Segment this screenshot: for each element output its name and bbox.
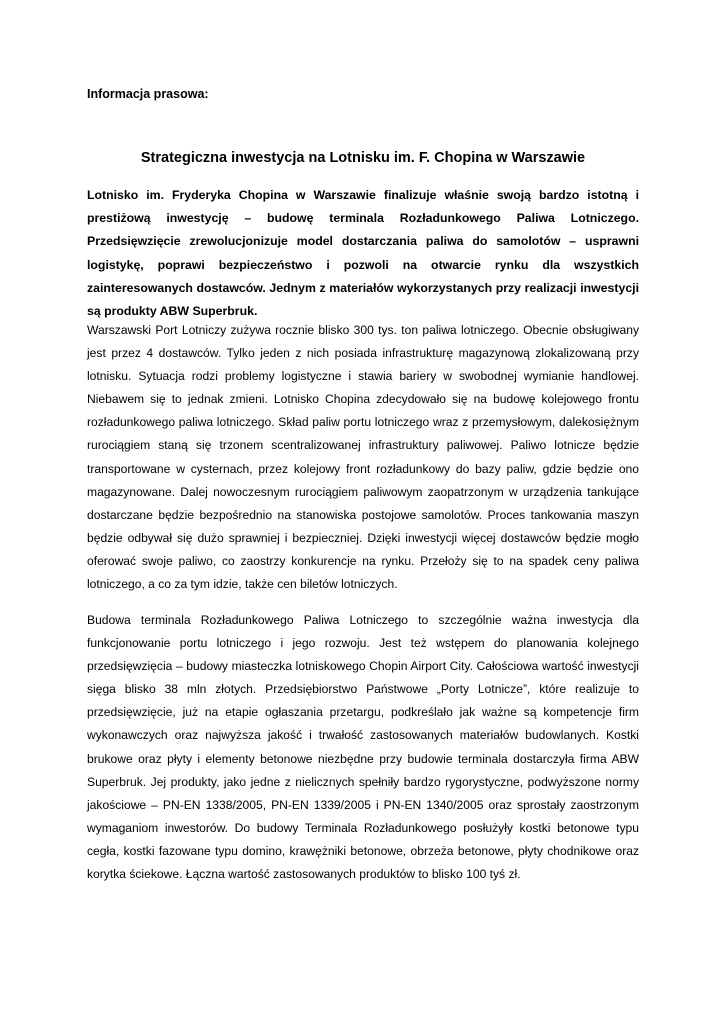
body-paragraph: Budowa terminala Rozładunkowego Paliwa Lotniczego to szczególnie ważna inwestycja dla funkcjonowanie portu lotniczego i jego rozwoju. Jest też wstępem do planowania kolejnego przedsięwzięcia – budowy miasteczka lotniskowego Chopin Airport City. Całościowa wartość inwestycji sięga blisko 38 mln złotych. Przedsiębiorstwo Państwowe „Porty Lotnicze”, które realizuje to przedsięwzięcie, już na etapie ogłaszania przetargu, podkreślało jak ważne są kompetencje firm wykonawczych oraz najwyższa jakość i trwałość zastosowanych materiałów budowlanych. Kostki brukowe oraz płyty i elementy betonowe niezbędne przy budowie terminala dostarczyła firma ABW Superbruk. Jej produkty, jako jedne z nielicznych spełniły bardzo rygorystyczne, podwyższone normy jakościowe – PN-EN 1338/2005, PN-EN 1339/2005 i PN-EN 1340/2005 oraz sprostały zaostrzonym wymaganiom inwestorów. Do budowy Terminala Rozładunkowego posłużyły kostki betonowe typu cegła, kostki fazowane typu domino, krawężniki betonowe, obrzeża betonowe, płyty chodnikowe oraz korytka ściekowe. Łączna wartość zastosowanych produktów to blisko 100 tyś zł. xyxy=(87,613,639,882)
document-title: Strategiczna inwestycja na Lotnisku im. F. Chopina w Warszawie xyxy=(140,150,586,166)
lead-paragraph: Lotnisko im. Fryderyka Chopina w Warszawie finalizuje właśnie swoją bardzo istotną i prestiżową inwestycję – budowę terminala Rozładunkowego Paliwa Lotniczego. Przedsięwzięcie zrewolucjonizuje model dostarczania paliwa do samolotów – usprawni logistykę, poprawi bezpieczeństwo i pozwoli na otwarcie rynku dla wszystkich zainteresowanych dostawców. Jednym z materiałów wykorzystanych przy realizacji inwestycji są produkty ABW Superbruk. xyxy=(87,188,639,319)
document-page xyxy=(87,82,639,882)
document-label: Informacja prasowa: xyxy=(87,87,209,101)
body-paragraph: Warszawski Port Lotniczy zużywa rocznie blisko 300 tys. ton paliwa lotniczego. Obecnie obsługiwany jest przez 4 dostawców. Tylko jeden z nich posiada infrastrukturę magazynową zlokalizowaną przy lotnisku. Sytuacja rodzi problemy logistyczne i stawia bariery w swobodnej wymianie handlowej. Niebawem się to jednak zmieni. Lotnisko Chopina zdecydowało się na budowę kolejowego frontu rozładunkowego paliwa lotniczego. Skład paliw portu lotniczego wraz z przemysłowym, dalekosiężnym rurociągiem staną się trzonem scentralizowanej infrastruktury paliwowej. Paliwo lotnicze będzie transportowane w cysternach, przez kolejowy front rozładunkowy do bazy paliw, gdzie będzie ono magazynowane. Dalej nowoczesnym rurociągiem paliwowym zaopatrzonym w urządzenia tankujące dostarczane będzie bezpośrednio na stanowiska postojowe samolotów. Proces tankowania maszyn będzie odbywał się dużo sprawniej i bezpieczniej. Dzięki inwestycji więcej dostawców będzie mogło oferować swoje paliwo, co zaostrzy konkurencje na rynku. Przełoży się to na spadek ceny paliwa lotniczego, a co za tym idzie, także cen biletów lotniczych. xyxy=(87,323,639,592)
